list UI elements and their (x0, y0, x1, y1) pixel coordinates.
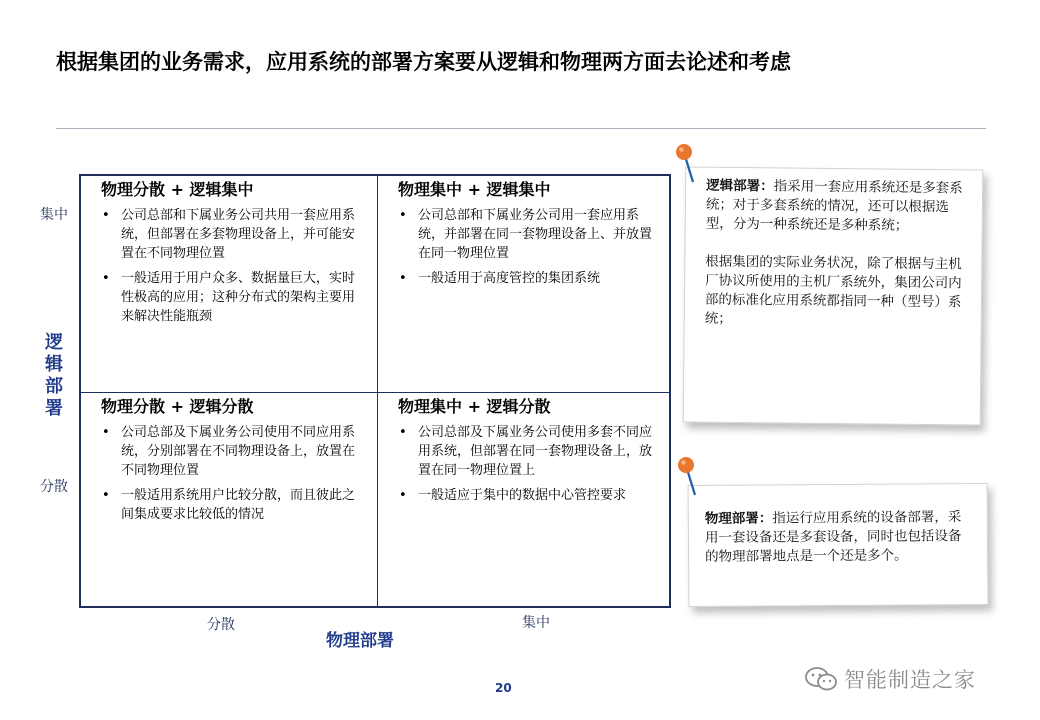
note-term: 逻辑部署： (706, 177, 774, 195)
y-axis-low-label: 分散 (40, 479, 68, 495)
bullet-item: • 一般适用于用户众多、数据量巨大，实时性极高的应用；这种分布式的架构主要用来解决性能瓶颈 (99, 269, 359, 326)
pushpin-icon (675, 455, 701, 497)
bullet-item: • 公司总部及下属业务公司使用多套不同应用系统，但部署在同一套物理设备上，放置在同一物理位置上 (396, 423, 653, 480)
bullet-item: • 一般适应于集中的数据中心管控要求 (396, 486, 653, 505)
x-axis-low-label: 分散 (207, 617, 235, 633)
quadrant-physical-distributed-logical-distributed (81, 393, 377, 608)
quadrant-physical-centralized-logical-distributed (378, 393, 671, 608)
quadrant-physical-distributed-logical-centralized (81, 176, 377, 392)
page-number: 20 (495, 681, 512, 695)
note-definition (705, 508, 969, 567)
x-axis-high-label: 集中 (522, 615, 550, 631)
bullet-item: • 公司总部及下属业务公司使用不同应用系统，分别部署在不同物理设备上，放置在不同物理位置 (99, 423, 359, 480)
quadrant-heading: 物理集中 + 逻辑分散 (398, 397, 551, 416)
bullet-list (99, 423, 367, 524)
logical-deployment-note (683, 166, 984, 425)
physical-deployment-note (688, 483, 989, 607)
wechat-icon (804, 666, 838, 692)
x-axis-title: 物理部署 (326, 631, 394, 651)
note-definition (706, 177, 967, 237)
bullet-list (396, 206, 661, 288)
bullet-item: • 公司总部和下属业务公司用一套应用系统，并部署在同一套物理设备上、并放置在同一物理位置 (396, 206, 653, 263)
page-title: 根据集团的业务需求，应用系统的部署方案要从逻辑和物理两方面去论述和考虑 (56, 50, 791, 74)
watermark-text: 智能制造之家 (844, 668, 976, 692)
y-axis-title: 逻辑部署 (45, 332, 63, 419)
pushpin-icon (673, 142, 699, 184)
title-divider (56, 128, 986, 129)
note-paragraph: 根据集团的实际业务状况，除了根据与主机厂协议所使用的主机厂系统外，集团公司内部的标准化应用系统都指同一种（型号）系统； (704, 253, 962, 327)
note-term: 物理部署： (704, 510, 773, 527)
quadrant-heading: 物理集中 + 逻辑集中 (398, 180, 551, 199)
bullet-list (99, 206, 367, 326)
bullet-item: • 一般适用系统用户比较分散，而且彼此之间集成要求比较低的情况 (99, 486, 359, 524)
quadrant-heading: 物理分散 + 逻辑分散 (101, 397, 254, 416)
y-axis-high-label: 集中 (40, 207, 68, 223)
quadrant-heading: 物理分散 + 逻辑集中 (101, 180, 254, 199)
bullet-list (396, 423, 661, 505)
note-text: 指采用一套应用系统还是多套系统；对于多套系统的情况，还可以根据选型，分为一种系统还是多种系统； (705, 178, 963, 234)
quadrant-physical-centralized-logical-centralized (378, 176, 671, 392)
bullet-item: • 公司总部和下属业务公司共用一套应用系统，但部署在多套物理设备上，并可能安置在不同物理位置 (99, 206, 359, 263)
note-text: 指运行应用系统的设备部署，采用一套设备还是多套设备，同时也包括设备的物理部署地点是一个还是多个。 (704, 509, 962, 565)
deployment-matrix (79, 174, 671, 608)
bullet-item: • 一般适用于高度管控的集团系统 (396, 269, 653, 288)
watermark (804, 664, 976, 694)
